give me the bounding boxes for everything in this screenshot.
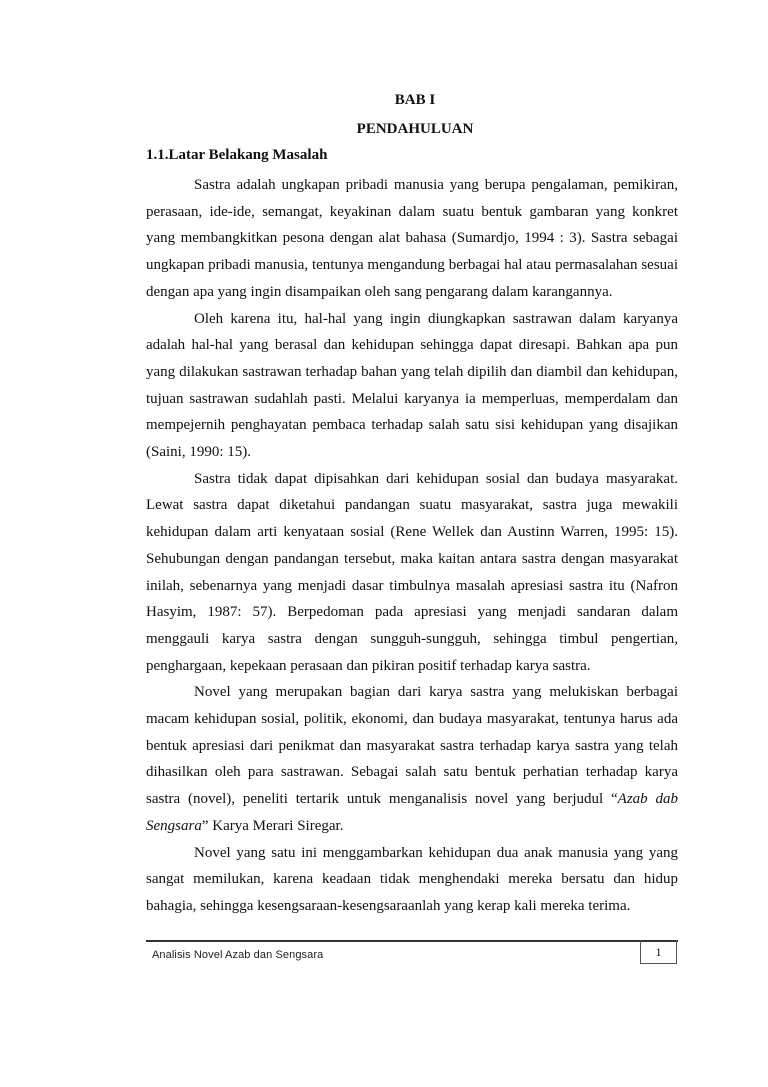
body-text [146, 172, 678, 920]
paragraph-4 [146, 679, 678, 839]
page-number: 1 [640, 940, 677, 964]
section-heading: 1.1.Latar Belakang Masalah [146, 147, 328, 163]
paragraph-5: Novel yang satu ini menggambarkan kehidupan dua anak manusia yang yang sangat memilukan, karena keadaan tidak menghendaki mereka bersatu dan hidup bahagia, sehingga kesengsaraan-kesengsaraanlah yang kerap kali mereka terima. [146, 844, 678, 914]
paragraph-1: Sastra adalah ungkapan pribadi manusia yang berupa pengalaman, pemikiran, perasaan, ide-ide, semangat, keyakinan dalam suatu bentuk gambaran yang konkret yang membangkitkan pesona dengan alat bahasa (Sumardjo, 1994 : 3). Sastra sebagai ungkapan pribadi manusia, tentunya mengandung berbagai hal atau permasalahan sesuai dengan apa yang ingin disampaikan oleh sang pengarang dalam karangannya. [146, 177, 678, 300]
paragraph-4-text: Novel yang merupakan bagian dari karya sastra yang melukiskan berbagai macam kehidupan sosial, politik, ekonomi, dan budaya masyarakat, tentunya harus ada bentuk apresiasi dari penikmat dan masyarakat sastra terhadap karya sastra yang telah dihasilkan oleh para sastrawan. Sebagai salah satu bentuk perhatian terhadap karya sastra (novel), peneliti tertarik untuk menganalisis novel yang berjudul “ [146, 684, 678, 808]
paragraph-4-tail: ” Karya Merari Siregar. [201, 817, 344, 834]
chapter-title: PENDAHULUAN [356, 121, 474, 137]
footer-title: Analisis Novel Azab dan Sengsara [152, 949, 324, 961]
footer-divider [146, 940, 678, 942]
paragraph-2: Oleh karena itu, hal-hal yang ingin diungkapkan sastrawan dalam karyanya adalah hal-hal yang berasal dan kehidupan sehingga dapat diresapi. Bahkan apa pun yang dilakukan sastrawan terhadap bahan yang telah dipilih dan diambil dan kehidupan, tujuan sastrawan sudahlah pasti. Melalui karyanya ia memperluas, memperdalam dan mempejernih penghayatan pembaca terhadap salah satu sisi kehidupan yang disajikan (Saini, 1990: 15). [146, 310, 678, 461]
paragraph-3: Sastra tidak dapat dipisahkan dari kehidupan sosial dan budaya masyarakat. Lewat sastra dapat diketahui pandangan suatu masyarakat, sastra juga mewakili kehidupan dalam arti kenyataan sosial (Rene Wellek dan Austinn Warren, 1995: 15). Sehubungan dengan pandangan tersebut, maka kaitan antara sastra dengan masyarakat inilah, sebenarnya yang menjadi dasar timbulnya masalah apresiasi sastra itu (Nafron Hasyim, 1987: 57). Berpedoman pada apresiasi yang menjadi sandaran dalam menggauli karya sastra dengan sungguh-sungguh, sehingga timbul pengertian, penghargaan, kepekaan perasaan dan pikiran positif terhadap karya sastra. [146, 470, 678, 674]
chapter-number: BAB I [394, 92, 436, 108]
novel-title-italic: Azab dab Sengsara [146, 791, 678, 834]
